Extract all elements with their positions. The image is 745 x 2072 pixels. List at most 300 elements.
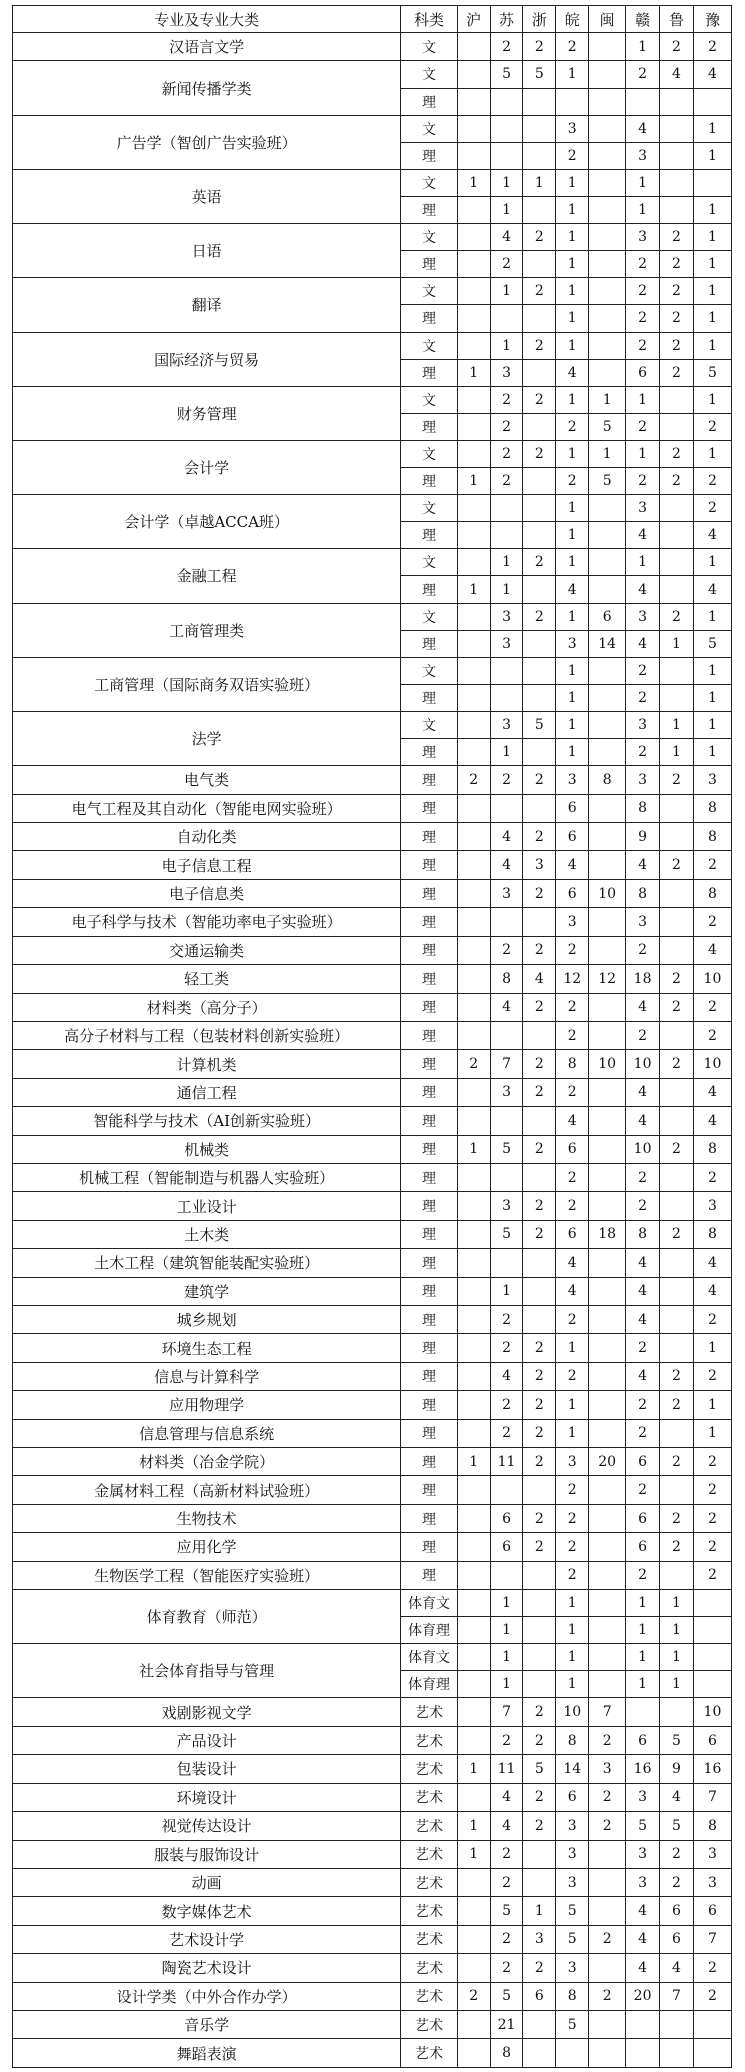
quota-cell <box>589 1391 626 1419</box>
quota-cell: 2 <box>523 1533 556 1561</box>
quota-cell: 5 <box>693 630 731 657</box>
header-row <box>13 6 732 33</box>
quota-cell: 2 <box>626 1163 660 1191</box>
table-row <box>13 1783 732 1811</box>
quota-cell <box>693 2010 731 2038</box>
header-province: 浙 <box>523 6 556 33</box>
quota-cell: 4 <box>693 522 731 549</box>
quota-cell <box>490 1561 523 1589</box>
quota-cell: 2 <box>693 851 731 879</box>
quota-cell: 4 <box>626 1954 660 1982</box>
quota-cell: 4 <box>626 1107 660 1135</box>
quota-cell: 2 <box>626 1192 660 1220</box>
quota-cell <box>589 1561 626 1589</box>
table-row <box>13 851 732 879</box>
quota-cell: 1 <box>693 1419 731 1447</box>
category-cell: 理 <box>401 1391 457 1419</box>
quota-cell <box>660 88 694 115</box>
quota-cell: 5 <box>523 61 556 88</box>
quota-cell <box>589 495 626 522</box>
quota-cell: 3 <box>523 1925 556 1953</box>
quota-cell <box>523 1561 556 1589</box>
quota-cell <box>457 794 490 822</box>
quota-cell: 1 <box>556 739 589 766</box>
major-name: 国际经济与贸易 <box>13 332 401 386</box>
quota-cell <box>660 576 694 603</box>
table-row <box>13 224 732 251</box>
table-row <box>13 1448 732 1476</box>
quota-cell: 2 <box>490 251 523 278</box>
quota-cell <box>523 794 556 822</box>
quota-cell <box>589 2010 626 2038</box>
quota-cell: 2 <box>523 1954 556 1982</box>
quota-cell: 1 <box>490 332 523 359</box>
quota-cell: 1 <box>556 684 589 711</box>
quota-cell: 4 <box>556 1107 589 1135</box>
quota-cell: 5 <box>490 1220 523 1248</box>
quota-cell <box>660 1021 694 1049</box>
category-cell: 理 <box>401 413 457 440</box>
quota-cell: 4 <box>693 1078 731 1106</box>
major-name: 视觉传达设计 <box>13 1812 401 1840</box>
category-cell: 理 <box>401 1504 457 1532</box>
quota-cell: 2 <box>523 386 556 413</box>
quota-cell: 2 <box>693 1163 731 1191</box>
quota-cell <box>457 440 490 467</box>
quota-cell: 2 <box>490 413 523 440</box>
quota-cell: 1 <box>693 224 731 251</box>
category-cell: 体育理 <box>401 1671 457 1698</box>
quota-cell <box>660 2010 694 2038</box>
quota-cell: 1 <box>589 440 626 467</box>
major-name: 工业设计 <box>13 1192 401 1220</box>
quota-cell: 1 <box>457 576 490 603</box>
quota-cell <box>523 630 556 657</box>
quota-cell <box>457 495 490 522</box>
header-province: 皖 <box>556 6 589 33</box>
category-cell: 艺术 <box>401 1840 457 1868</box>
category-cell: 文 <box>401 332 457 359</box>
category-cell: 理 <box>401 1305 457 1333</box>
category-cell: 理 <box>401 1078 457 1106</box>
quota-cell <box>457 332 490 359</box>
quota-cell: 1 <box>660 630 694 657</box>
major-name: 法学 <box>13 712 401 766</box>
quota-cell <box>693 169 731 196</box>
major-name: 环境生态工程 <box>13 1334 401 1362</box>
quota-cell: 1 <box>660 1644 694 1671</box>
quota-cell: 1 <box>457 1840 490 1868</box>
quota-cell: 2 <box>626 1021 660 1049</box>
major-name: 电子信息工程 <box>13 851 401 879</box>
quota-cell <box>589 823 626 851</box>
quota-cell <box>589 851 626 879</box>
quota-cell <box>523 468 556 495</box>
quota-cell <box>523 739 556 766</box>
table-row <box>13 1925 732 1953</box>
quota-cell: 5 <box>556 1897 589 1925</box>
category-cell: 理 <box>401 766 457 794</box>
quota-cell <box>523 2039 556 2068</box>
quota-cell <box>490 88 523 115</box>
quota-cell <box>457 1476 490 1504</box>
table-row <box>13 1897 732 1925</box>
quota-cell: 1 <box>556 169 589 196</box>
quota-cell <box>660 386 694 413</box>
category-cell: 理 <box>401 576 457 603</box>
quota-cell: 6 <box>693 1897 731 1925</box>
category-cell: 理 <box>401 1050 457 1078</box>
category-cell: 理 <box>401 1533 457 1561</box>
quota-cell: 2 <box>693 1504 731 1532</box>
category-cell: 理 <box>401 794 457 822</box>
quota-cell: 2 <box>626 251 660 278</box>
quota-cell: 8 <box>693 794 731 822</box>
quota-cell <box>660 684 694 711</box>
quota-cell: 2 <box>589 1812 626 1840</box>
quota-cell: 1 <box>457 1135 490 1163</box>
quota-cell <box>589 61 626 88</box>
quota-cell: 2 <box>523 1783 556 1811</box>
quota-cell <box>523 2010 556 2038</box>
quota-cell: 4 <box>626 522 660 549</box>
quota-cell <box>457 965 490 993</box>
quota-cell: 2 <box>523 603 556 630</box>
quota-cell: 3 <box>589 1755 626 1783</box>
category-cell: 理 <box>401 1220 457 1248</box>
quota-cell: 11 <box>490 1755 523 1783</box>
quota-cell: 6 <box>556 879 589 907</box>
quota-cell: 2 <box>693 1533 731 1561</box>
quota-cell: 6 <box>490 1533 523 1561</box>
major-name: 陶瓷艺术设计 <box>13 1954 401 1982</box>
quota-cell: 10 <box>556 1698 589 1726</box>
category-cell: 理 <box>401 684 457 711</box>
quota-cell: 12 <box>556 965 589 993</box>
quota-cell: 2 <box>523 1726 556 1754</box>
quota-cell <box>693 1590 731 1617</box>
quota-cell: 4 <box>626 1925 660 1953</box>
quota-cell: 1 <box>626 1644 660 1671</box>
table-row <box>13 823 732 851</box>
major-name: 产品设计 <box>13 1726 401 1754</box>
quota-cell <box>457 386 490 413</box>
category-cell: 艺术 <box>401 2010 457 2038</box>
quota-cell: 1 <box>693 305 731 332</box>
quota-cell: 2 <box>626 739 660 766</box>
category-cell: 理 <box>401 1021 457 1049</box>
quota-cell: 4 <box>626 576 660 603</box>
quota-cell <box>660 495 694 522</box>
quota-cell <box>490 522 523 549</box>
quota-cell: 1 <box>693 196 731 223</box>
quota-cell: 5 <box>523 712 556 739</box>
quota-cell <box>589 1954 626 1982</box>
quota-cell: 2 <box>660 1533 694 1561</box>
quota-cell: 8 <box>693 1220 731 1248</box>
quota-cell: 1 <box>660 1590 694 1617</box>
quota-cell <box>523 305 556 332</box>
quota-cell: 2 <box>490 1954 523 1982</box>
quota-cell <box>556 88 589 115</box>
quota-cell: 1 <box>556 196 589 223</box>
quota-cell: 2 <box>490 386 523 413</box>
table-row <box>13 603 732 630</box>
quota-cell <box>490 657 523 684</box>
quota-cell <box>589 1476 626 1504</box>
quota-cell <box>457 630 490 657</box>
category-cell: 艺术 <box>401 1726 457 1754</box>
quota-cell: 3 <box>626 142 660 169</box>
category-cell: 理 <box>401 522 457 549</box>
quota-cell: 7 <box>693 1925 731 1953</box>
quota-cell <box>589 88 626 115</box>
quota-cell <box>589 908 626 936</box>
quota-cell: 3 <box>693 1192 731 1220</box>
quota-cell: 6 <box>626 1533 660 1561</box>
quota-cell <box>457 1391 490 1419</box>
table-row <box>13 115 732 142</box>
quota-cell: 4 <box>556 1277 589 1305</box>
quota-cell <box>589 2039 626 2068</box>
table-row <box>13 1840 732 1868</box>
table-row <box>13 1868 732 1896</box>
quota-cell: 4 <box>523 965 556 993</box>
table-row <box>13 169 732 196</box>
quota-cell: 2 <box>490 1840 523 1868</box>
quota-cell <box>589 33 626 61</box>
table-row <box>13 1305 732 1333</box>
category-cell: 理 <box>401 739 457 766</box>
quota-cell: 1 <box>457 169 490 196</box>
quota-cell <box>523 657 556 684</box>
quota-cell: 8 <box>626 1220 660 1248</box>
quota-cell: 2 <box>490 1925 523 1953</box>
quota-cell: 9 <box>660 1755 694 1783</box>
quota-cell: 1 <box>457 468 490 495</box>
quota-cell <box>457 2010 490 2038</box>
quota-cell: 1 <box>693 332 731 359</box>
quota-cell <box>457 908 490 936</box>
header-province: 沪 <box>457 6 490 33</box>
quota-cell: 5 <box>589 468 626 495</box>
table-row <box>13 794 732 822</box>
quota-cell <box>589 1504 626 1532</box>
quota-cell: 2 <box>523 1419 556 1447</box>
quota-cell: 2 <box>490 468 523 495</box>
quota-cell: 10 <box>589 1050 626 1078</box>
quota-cell: 1 <box>457 1812 490 1840</box>
quota-cell <box>490 142 523 169</box>
table-row <box>13 1220 732 1248</box>
major-name: 自动化类 <box>13 823 401 851</box>
table-row <box>13 1192 732 1220</box>
quota-cell: 1 <box>660 1671 694 1698</box>
quota-cell: 2 <box>660 251 694 278</box>
quota-cell <box>660 549 694 576</box>
quota-cell: 2 <box>660 33 694 61</box>
quota-cell: 5 <box>490 1135 523 1163</box>
quota-cell: 10 <box>589 879 626 907</box>
quota-cell <box>693 88 731 115</box>
quota-cell <box>589 1590 626 1617</box>
quota-cell <box>660 1476 694 1504</box>
quota-cell: 1 <box>556 1617 589 1644</box>
quota-cell <box>660 1107 694 1135</box>
quota-cell: 6 <box>589 603 626 630</box>
quota-cell <box>457 413 490 440</box>
quota-cell: 3 <box>556 630 589 657</box>
quota-cell: 2 <box>660 993 694 1021</box>
quota-cell <box>457 1021 490 1049</box>
table-row <box>13 1755 732 1783</box>
quota-cell: 2 <box>523 1050 556 1078</box>
quota-cell <box>660 115 694 142</box>
table-row <box>13 1590 732 1617</box>
quota-cell: 2 <box>693 993 731 1021</box>
table-row <box>13 2010 732 2038</box>
quota-cell: 2 <box>523 1812 556 1840</box>
category-cell: 文 <box>401 61 457 88</box>
quota-cell: 8 <box>490 2039 523 2068</box>
major-name: 高分子材料与工程（包装材料创新实验班） <box>13 1021 401 1049</box>
category-cell: 理 <box>401 908 457 936</box>
quota-cell: 2 <box>626 468 660 495</box>
quota-cell: 2 <box>626 1391 660 1419</box>
quota-cell: 4 <box>693 576 731 603</box>
quota-cell <box>457 712 490 739</box>
major-name: 会计学 <box>13 440 401 494</box>
quota-cell: 2 <box>660 1504 694 1532</box>
table-row <box>13 1954 732 1982</box>
quota-cell: 1 <box>490 1617 523 1644</box>
table-row <box>13 879 732 907</box>
quota-cell <box>457 305 490 332</box>
quota-cell: 5 <box>660 1812 694 1840</box>
quota-cell <box>457 1533 490 1561</box>
quota-cell <box>589 196 626 223</box>
quota-cell <box>457 1590 490 1617</box>
quota-cell: 3 <box>626 1783 660 1811</box>
quota-cell <box>589 936 626 964</box>
quota-cell: 1 <box>556 1671 589 1698</box>
quota-cell <box>457 1078 490 1106</box>
quota-cell: 6 <box>556 823 589 851</box>
quota-cell: 6 <box>556 794 589 822</box>
quota-cell: 2 <box>556 413 589 440</box>
major-name: 电子信息类 <box>13 879 401 907</box>
quota-cell <box>660 2039 694 2068</box>
quota-cell: 2 <box>523 823 556 851</box>
major-name: 财务管理 <box>13 386 401 440</box>
category-cell: 艺术 <box>401 1755 457 1783</box>
quota-cell <box>457 879 490 907</box>
quota-cell: 10 <box>693 1698 731 1726</box>
quota-cell <box>660 879 694 907</box>
quota-cell: 1 <box>626 1671 660 1698</box>
quota-cell <box>660 1334 694 1362</box>
quota-cell <box>660 1163 694 1191</box>
quota-cell: 7 <box>490 1698 523 1726</box>
quota-cell: 7 <box>693 1783 731 1811</box>
quota-cell: 2 <box>660 1391 694 1419</box>
table-row <box>13 936 732 964</box>
table-row <box>13 1050 732 1078</box>
quota-cell: 2 <box>626 1476 660 1504</box>
quota-cell <box>589 1107 626 1135</box>
quota-cell <box>589 1277 626 1305</box>
quota-cell: 3 <box>626 495 660 522</box>
quota-cell: 2 <box>626 61 660 88</box>
major-name: 应用化学 <box>13 1533 401 1561</box>
quota-cell <box>589 549 626 576</box>
quota-cell: 11 <box>490 1448 523 1476</box>
quota-cell <box>457 993 490 1021</box>
major-name: 机械类 <box>13 1135 401 1163</box>
quota-cell <box>523 522 556 549</box>
quota-cell: 2 <box>693 1982 731 2010</box>
quota-cell: 1 <box>490 1277 523 1305</box>
quota-cell: 2 <box>626 1561 660 1589</box>
quota-cell: 2 <box>490 766 523 794</box>
quota-cell: 4 <box>490 1362 523 1390</box>
quota-cell <box>457 936 490 964</box>
category-cell: 理 <box>401 1419 457 1447</box>
quota-cell <box>457 1163 490 1191</box>
quota-cell: 3 <box>490 1192 523 1220</box>
quota-cell: 1 <box>693 1391 731 1419</box>
quota-cell <box>523 684 556 711</box>
quota-cell: 3 <box>626 1868 660 1896</box>
quota-cell <box>589 1533 626 1561</box>
quota-cell: 1 <box>490 196 523 223</box>
quota-cell: 5 <box>693 359 731 386</box>
quota-cell <box>457 1897 490 1925</box>
quota-cell: 3 <box>556 1812 589 1840</box>
quota-cell: 12 <box>589 965 626 993</box>
quota-cell: 6 <box>626 1726 660 1754</box>
quota-cell: 1 <box>556 522 589 549</box>
quota-cell <box>457 1305 490 1333</box>
major-name: 音乐学 <box>13 2010 401 2038</box>
quota-cell <box>660 1698 694 1726</box>
quota-cell: 1 <box>556 61 589 88</box>
quota-cell: 2 <box>693 413 731 440</box>
table-row <box>13 1533 732 1561</box>
quota-cell <box>457 823 490 851</box>
table-row <box>13 965 732 993</box>
category-cell: 理 <box>401 1192 457 1220</box>
category-cell: 理 <box>401 196 457 223</box>
quota-cell: 1 <box>626 1617 660 1644</box>
quota-cell: 1 <box>490 1671 523 1698</box>
category-cell: 艺术 <box>401 1954 457 1982</box>
quota-cell: 4 <box>693 1107 731 1135</box>
category-cell: 艺术 <box>401 1982 457 2010</box>
quota-cell: 2 <box>660 851 694 879</box>
category-cell: 理 <box>401 630 457 657</box>
category-cell: 艺术 <box>401 1783 457 1811</box>
quota-cell: 6 <box>626 359 660 386</box>
quota-cell: 1 <box>626 440 660 467</box>
major-name: 广告学（智创广告实验班） <box>13 115 401 169</box>
quota-cell: 10 <box>693 1050 731 1078</box>
quota-cell: 1 <box>626 386 660 413</box>
quota-cell: 2 <box>523 993 556 1021</box>
quota-cell <box>457 549 490 576</box>
quota-cell: 2 <box>556 1021 589 1049</box>
category-cell: 理 <box>401 305 457 332</box>
